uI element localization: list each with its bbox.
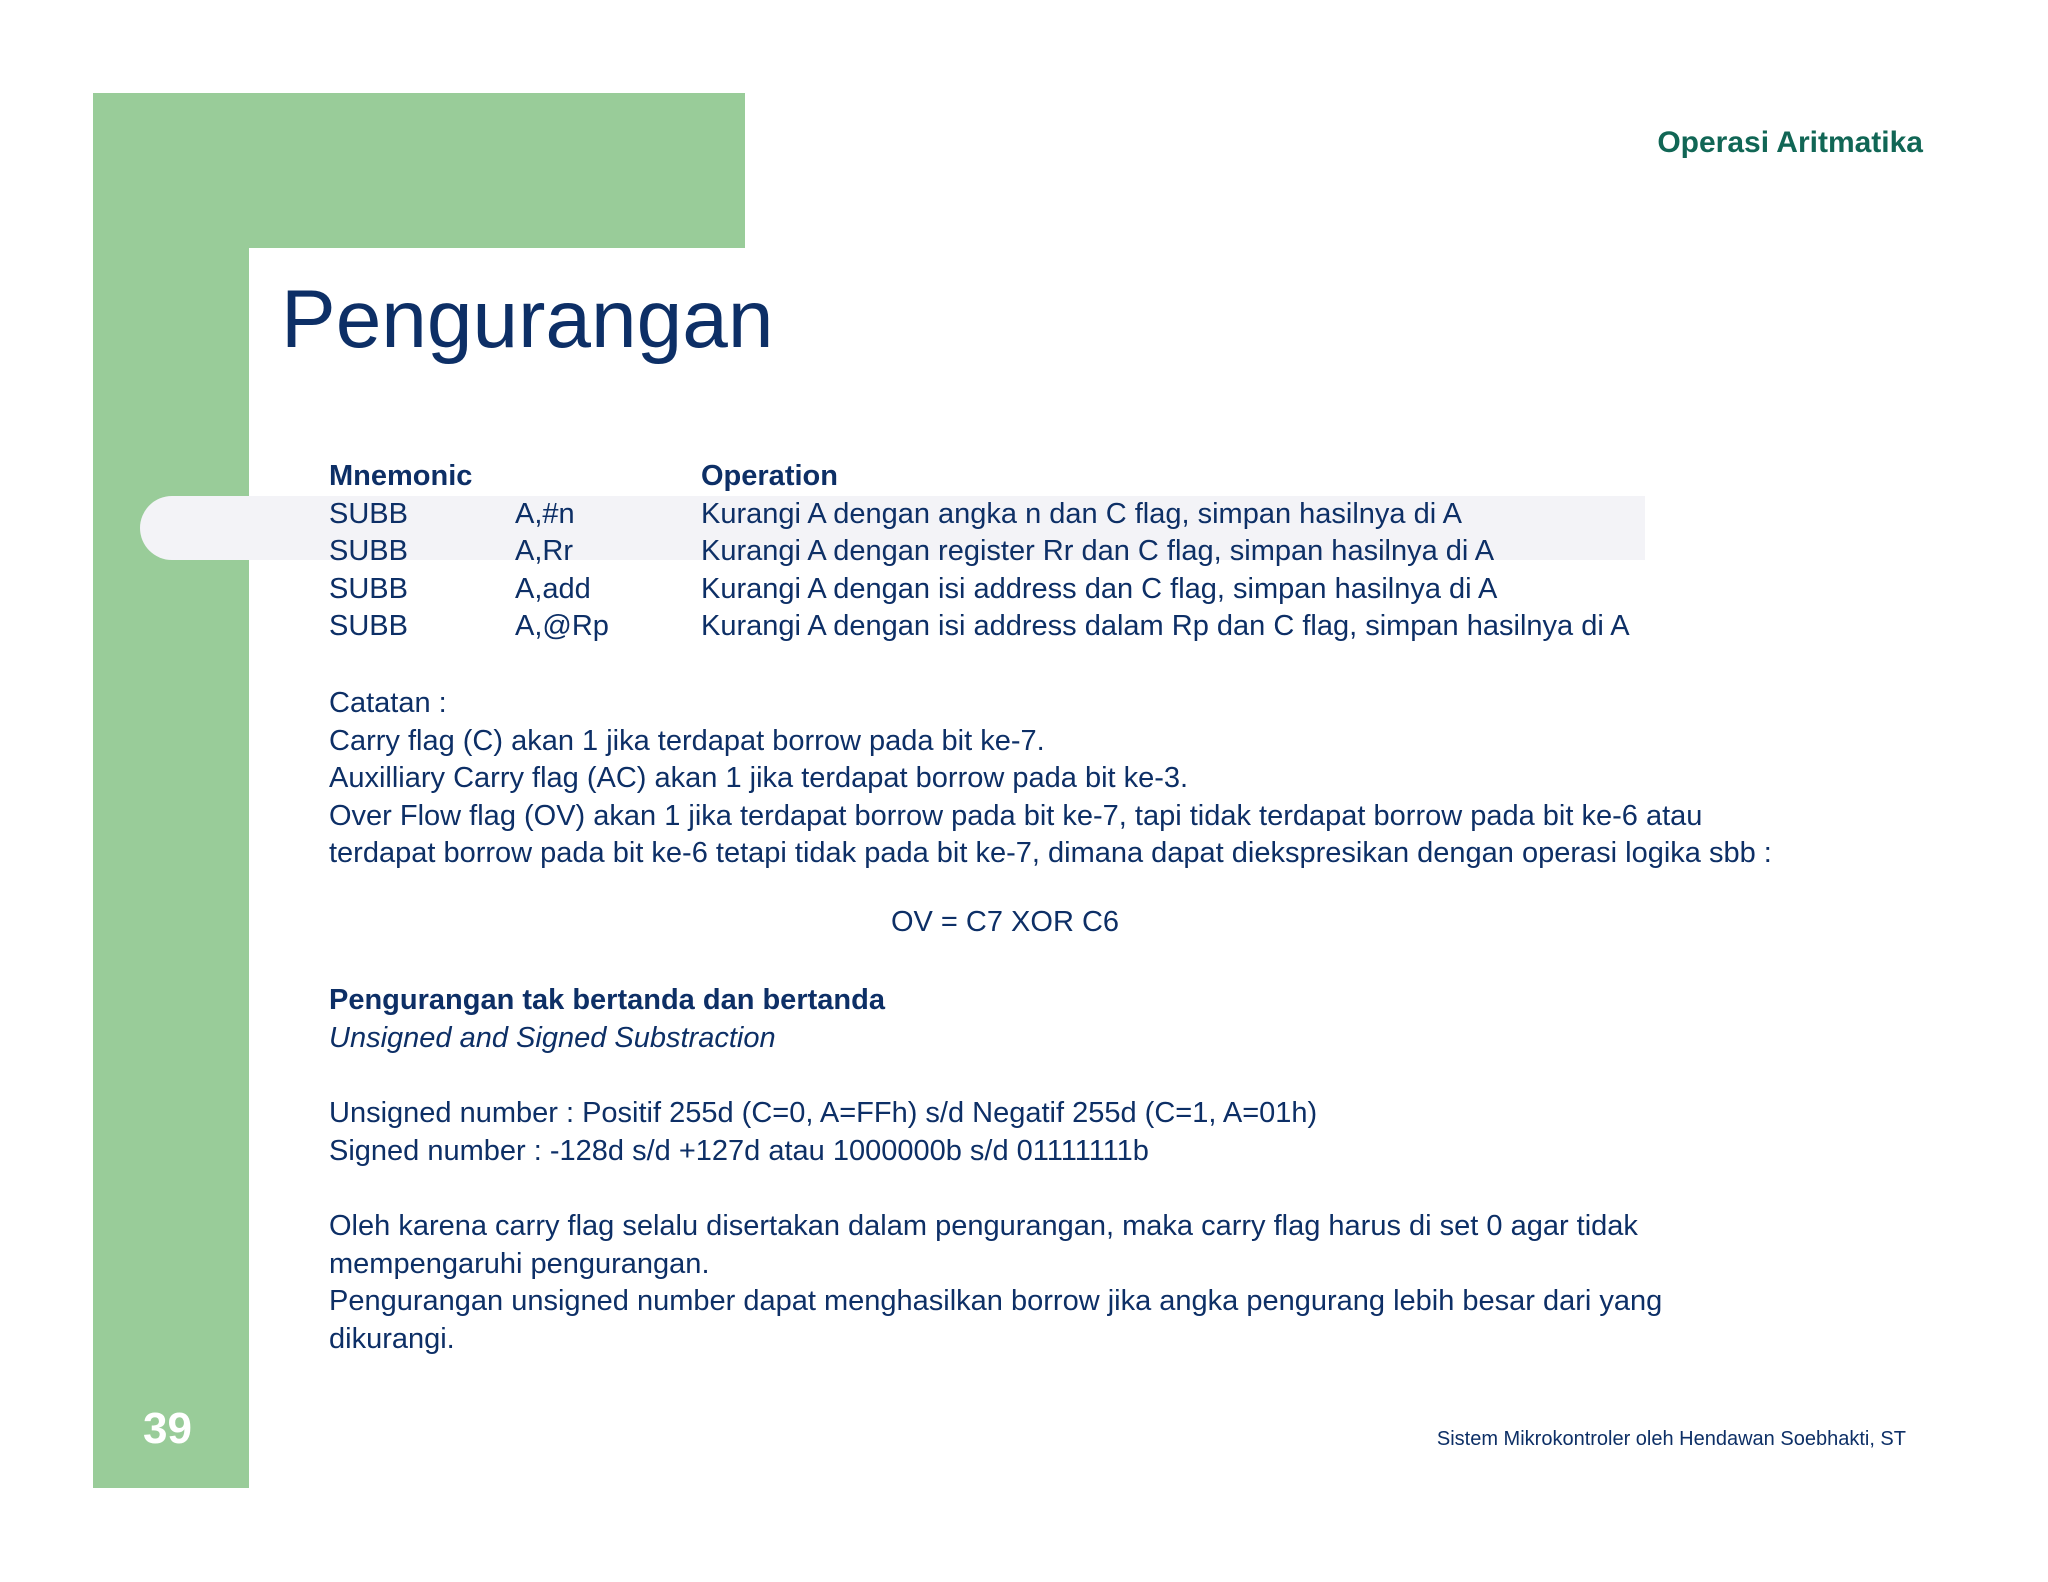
explanation-paragraphs [329, 1208, 1662, 1358]
paragraph-line: dikurangi. [329, 1322, 455, 1355]
operand-cell: A,@Rp [515, 610, 609, 642]
operation-cell: Kurangi A dengan isi address dan C flag, simpan hasilnya di A [701, 572, 1498, 605]
section-heading: Pengurangan tak bertanda dan bertanda [329, 984, 885, 1016]
operation-cell: Kurangi A dengan register Rr dan C flag, simpan hasilnya di A [701, 535, 1495, 567]
mnemonic-cell: SUBB [329, 572, 408, 605]
operation-cell: Kurangi A dengan angka n dan C flag, simpan hasilnya di A [701, 497, 1462, 530]
operation-cell: Kurangi A dengan isi address dalam Rp dan C flag, simpan hasilnya di A [701, 610, 1630, 642]
operand-cell: A,#n [515, 497, 575, 530]
section-subheading: Unsigned and Signed Substraction [329, 1021, 776, 1054]
note-line: Carry flag (C) akan 1 jika terdapat borrow pada bit ke-7. [329, 724, 1045, 757]
mnemonic-cell: SUBB [329, 497, 408, 530]
green-top-band [249, 93, 745, 248]
number-ranges [329, 1095, 1317, 1170]
paragraph-line: mempengaruhi pengurangan. [329, 1247, 710, 1280]
note-line: terdapat borrow pada bit ke-6 tetapi tidak pada bit ke-7, dimana dapat diekspresikan dengan operasi logika sbb : [329, 837, 1772, 869]
slide-title: Pengurangan [281, 274, 774, 365]
unsigned-range: Unsigned number : Positif 255d (C=0, A=FFh) s/d Negatif 255d (C=1, A=01h) [329, 1097, 1318, 1129]
operand-cell: A,Rr [515, 535, 573, 567]
note-line: Over Flow flag (OV) akan 1 jika terdapat borrow pada bit ke-7, tapi tidak terdapat borrow pada bit ke-6 atau [329, 799, 1703, 832]
operation-header: Operation [701, 460, 838, 492]
ov-formula: OV = C7 XOR C6 [890, 906, 1120, 938]
signed-section [329, 982, 885, 1057]
paragraph-line: Pengurangan unsigned number dapat menghasilkan borrow jika angka pengurang lebih besar dari yang [329, 1285, 1663, 1317]
green-sidebar [93, 93, 249, 1488]
signed-range: Signed number : -128d s/d +127d atau 1000000b s/d 01111111b [329, 1134, 1149, 1167]
notes-heading: Catatan : [329, 687, 447, 719]
note-line: Auxilliary Carry flag (AC) akan 1 jika terdapat borrow pada bit ke-3. [329, 762, 1189, 794]
mnemonic-cell: SUBB [329, 610, 408, 642]
operand-cell: A,add [515, 572, 591, 605]
notes-block [329, 685, 1772, 873]
page-number: 39 [143, 1404, 192, 1453]
mnemonic-cell: SUBB [329, 535, 408, 567]
section-label: Operasi Aritmatika [1657, 126, 1923, 159]
footer-credit: Sistem Mikrokontroler oleh Hendawan Soebhakti, ST [1436, 1428, 1906, 1450]
paragraph-line: Oleh karena carry flag selalu disertakan dalam pengurangan, maka carry flag harus di set 0 agar tidak [329, 1210, 1638, 1242]
mnemonic-header: Mnemonic [329, 460, 473, 492]
